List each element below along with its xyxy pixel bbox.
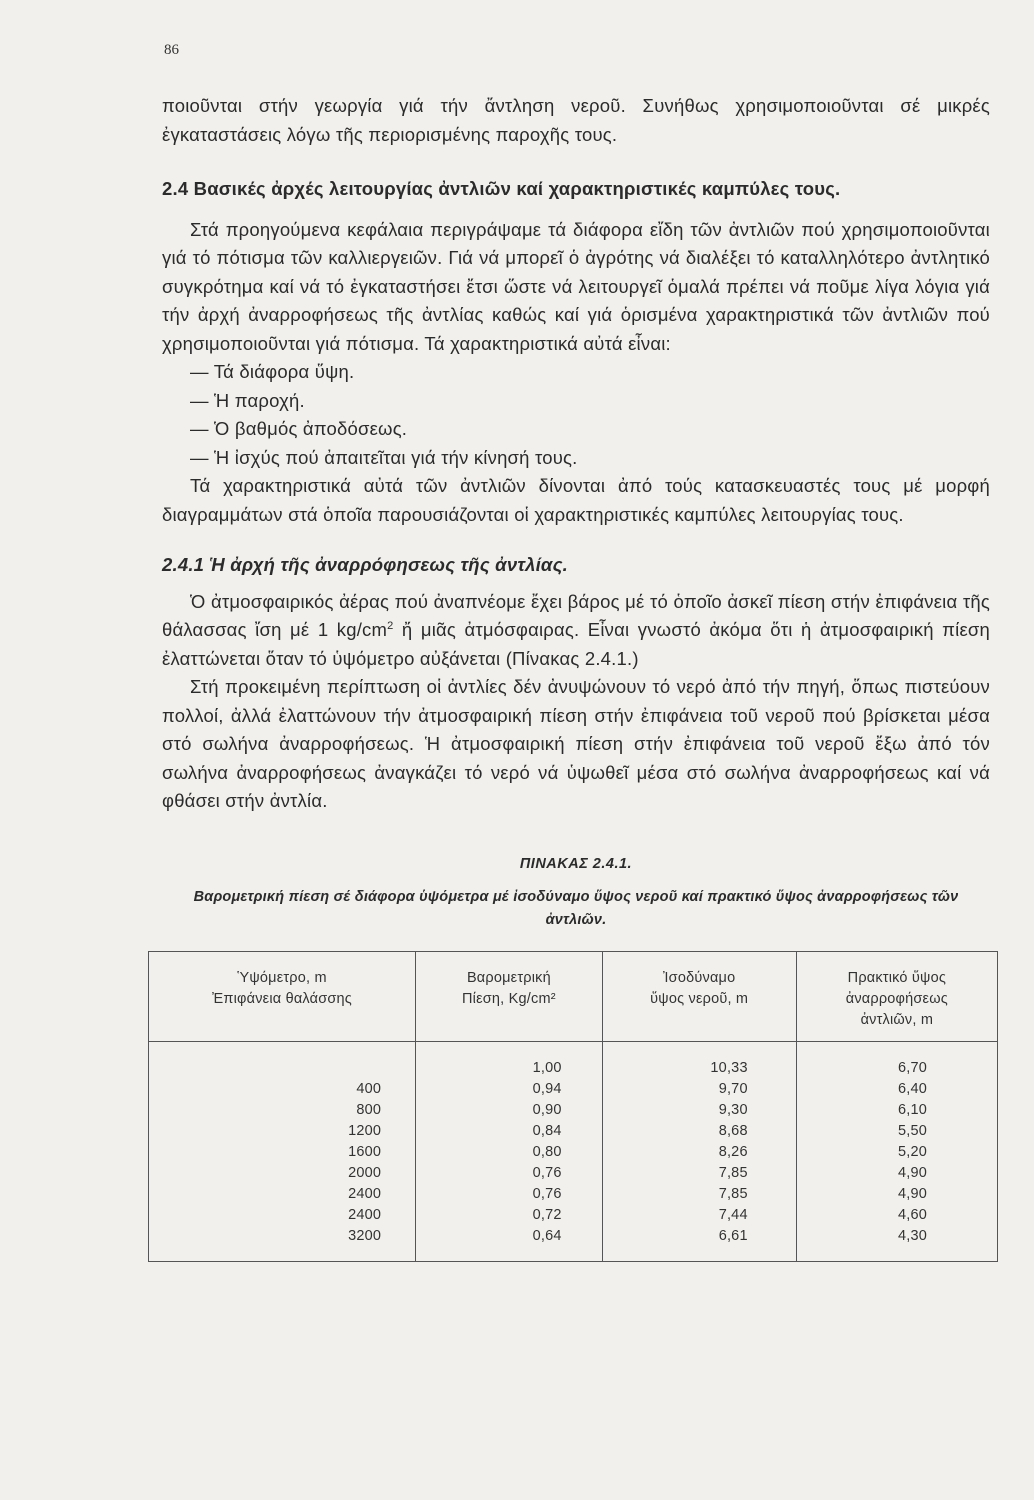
paragraph-air-text-a: Ὁ ἀτμοσφαιρικός ἀέρας πού ἀναπνέομε ἔχει βάρος μέ τό ὁποῖο ἀσκεῖ πίεση στήν ἐπιφάνεια τῆς θάλασσας ἴση μέ 1 kg/cm bbox=[162, 590, 990, 640]
paragraph-curves: Τά χαρακτηριστικά αὐτά τῶν ἀντλιῶν δίνονται ἀπό τούς κατασκευαστές τους μέ μορφή διαγραμμάτων στά ὁποῖα παρουσιάζονται οἱ χαρακτηριστικές καμπύλες λειτουργίας τους. bbox=[162, 475, 990, 525]
table-row: 400 0,94 9,70 6,40 bbox=[149, 1079, 998, 1100]
header-pressure: Βαρομετρική Πίεση, Kg/cm² bbox=[416, 952, 603, 1042]
list-item: — Ἡ παροχή. bbox=[162, 387, 990, 416]
paragraph-air-pressure bbox=[162, 588, 990, 674]
table-row: 2000 0,76 7,85 4,90 bbox=[149, 1163, 998, 1184]
table-title: ΠΙΝΑΚΑΣ 2.4.1. bbox=[519, 855, 633, 872]
table-row: 800 0,90 9,30 6,10 bbox=[149, 1100, 998, 1121]
table-row: 2400 0,76 7,85 4,90 bbox=[149, 1184, 998, 1205]
table-row: 1200 0,84 8,68 5,50 bbox=[149, 1121, 998, 1142]
page-content bbox=[162, 92, 990, 1262]
header-practical-height: Πρακτικό ὕψος ἀναρροφήσεως ἀντλιῶν, m bbox=[796, 952, 997, 1042]
table-caption: Βαρομετρική πίεση σέ διάφορα ὑψόμετρα μέ ἰσοδύναμο ὕψος νεροῦ καί πρακτικό ὕψος ἀναρροφήσεως τῶν ἀντλιῶν. bbox=[193, 889, 959, 928]
table-row: 1600 0,80 8,26 5,20 bbox=[149, 1142, 998, 1163]
characteristics-list bbox=[162, 358, 990, 472]
pressure-table bbox=[148, 951, 998, 1262]
superscript: 2 bbox=[387, 619, 394, 632]
list-item: — Ὁ βαθμός ἀποδόσεως. bbox=[162, 415, 990, 444]
paragraph-continued: ποιοῦνται στήν γεωργία γιά τήν ἄντληση νεροῦ. Συνήθως χρησιμοποιοῦνται σέ μικρές ἐγκαταστάσεις λόγω τῆς περιορισμένης παροχῆς τους. bbox=[162, 95, 990, 145]
list-item: — Τά διάφορα ὕψη. bbox=[162, 358, 990, 387]
table-row: 1,00 10,33 6,70 bbox=[149, 1042, 998, 1080]
section-heading-2-4-1: 2.4.1 Ἡ ἀρχή τῆς ἀναρρόφησεως τῆς ἀντλίας. bbox=[162, 554, 568, 575]
list-item: — Ἡ ἰσχύς πού ἀπαιτεῖται γιά τήν κίνησή τους. bbox=[162, 444, 990, 473]
header-equivalent-height: Ἰσοδύναμο ὕψος νεροῦ, m bbox=[602, 952, 796, 1042]
paragraph-intro: Στά προηγούμενα κεφάλαια περιγράψαμε τά διάφορα εἴδη τῶν ἀντλιῶν πού χρησιμοποιοῦνται γιά τό πότισμα τῶν καλλιεργειῶν. Γιά νά μπορεῖ ὁ ἀγρότης νά διαλέξει τό καταλληλότερο ἀντλητικό συγκρότημα καί νά τό ἐγκαταστήσει ἔτσι ὥστε νά λειτουργεῖ ὁμαλά πρέπει νά ποῦμε λίγα λόγια γιά τήν ἀρχή ἀναρροφήσεως τῆς ἀντλίας καθώς καί γιά ὁρισμένα χαρακτηριστικά τῶν ἀντλιῶν πού χρησιμοποιοῦνται γιά πότισμα. Τά χαρακτηριστικά αὐτά εἶναι: bbox=[162, 218, 990, 354]
header-altitude: Ὑψόμετρο, m Ἐπιφάνεια θαλάσσης bbox=[149, 952, 416, 1042]
paragraph-pumps: Στή προκειμένη περίπτωση οἱ ἀντλίες δέν ἀνυψώνουν τό νερό ἀπό τήν πηγή, ὅπως πιστεύουν πολλοί, ἀλλά ἐλαττώνουν τήν ἀτμοσφαιρική πίεση στήν ἐπιφάνεια τοῦ νεροῦ πού βρίσκεται μέσα στό σωλήνα ἀναρροφήσεως. Ἡ ἀτμοσφαιρική πίεση στήν ἐπιφάνεια τοῦ νεροῦ ἔξω ἀπό τόν σωλήνα ἀναρροφήσεως ἀναγκάζει τό νερό νά ὑψωθεῖ μέσα στό σωλήνα ἀναρροφήσεως καί νά φθάσει στήν ἀντλία. bbox=[162, 676, 990, 811]
page-number: 86 bbox=[164, 42, 179, 58]
table-header-row bbox=[149, 952, 998, 1042]
table-row: 2400 0,72 7,44 4,60 bbox=[149, 1205, 998, 1226]
table-row: 3200 0,64 6,61 4,30 bbox=[149, 1226, 998, 1262]
section-heading-2-4: 2.4 Βασικές ἀρχές λειτουργίας ἀντλιῶν καί χαρακτηριστικές καμπύλες τους. bbox=[162, 178, 841, 199]
paragraph-air-text-b: ἤ μιᾶς ἀτμόσφαιρας. Εἶναι γνωστό ἀκόμα ὅτι ἡ ἀτμοσφαιρική πίεση ἐλαττώνεται ὅταν τό ὑψόμετρο αὐξάνεται (Πίνακας 2.4.1.) bbox=[162, 619, 990, 669]
